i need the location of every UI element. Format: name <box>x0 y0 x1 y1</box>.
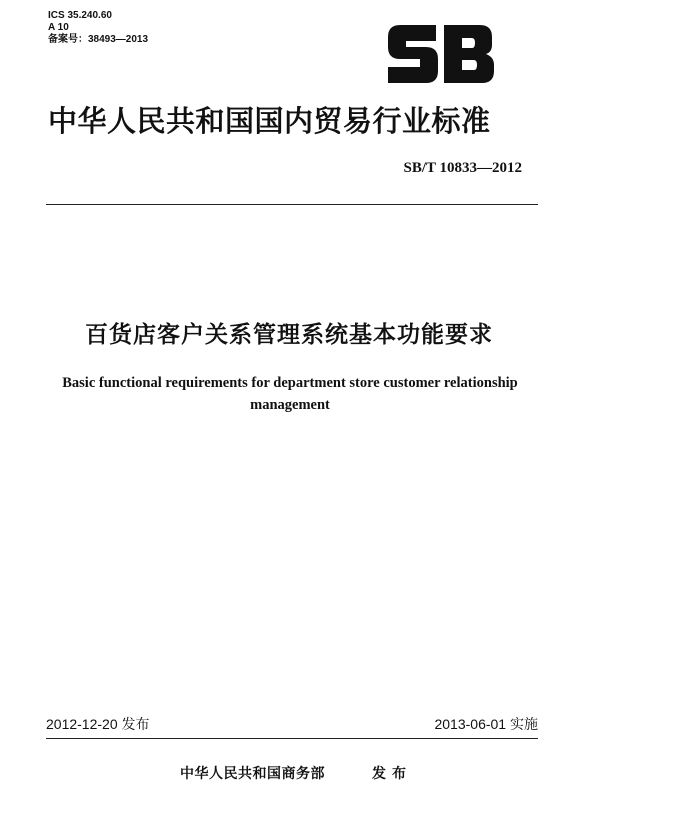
sb-logo <box>386 21 496 87</box>
issue-date: 2012-12-20 发布 <box>46 716 150 732</box>
standard-number: SB/T 10833—2012 <box>403 160 522 176</box>
document-title-english: Basic functional requirements for department store customer relationship management <box>62 375 518 413</box>
top-divider <box>46 204 538 205</box>
standard-category-title: 中华人民共和国国内贸易行业标准 <box>48 104 491 138</box>
ics-code: ICS 35.240.60 <box>48 10 112 21</box>
bottom-divider <box>46 738 538 739</box>
document-title-chinese: 百货店客户关系管理系统基本功能要求 <box>85 322 493 348</box>
record-number: 备案号：38493—2013 <box>48 34 149 45</box>
implementation-date: 2013-06-01 实施 <box>434 716 538 732</box>
issuing-action: 发布 <box>372 766 412 782</box>
issuing-authority: 中华人民共和国商务部 <box>180 766 325 782</box>
classification-code: A 10 <box>48 22 69 33</box>
